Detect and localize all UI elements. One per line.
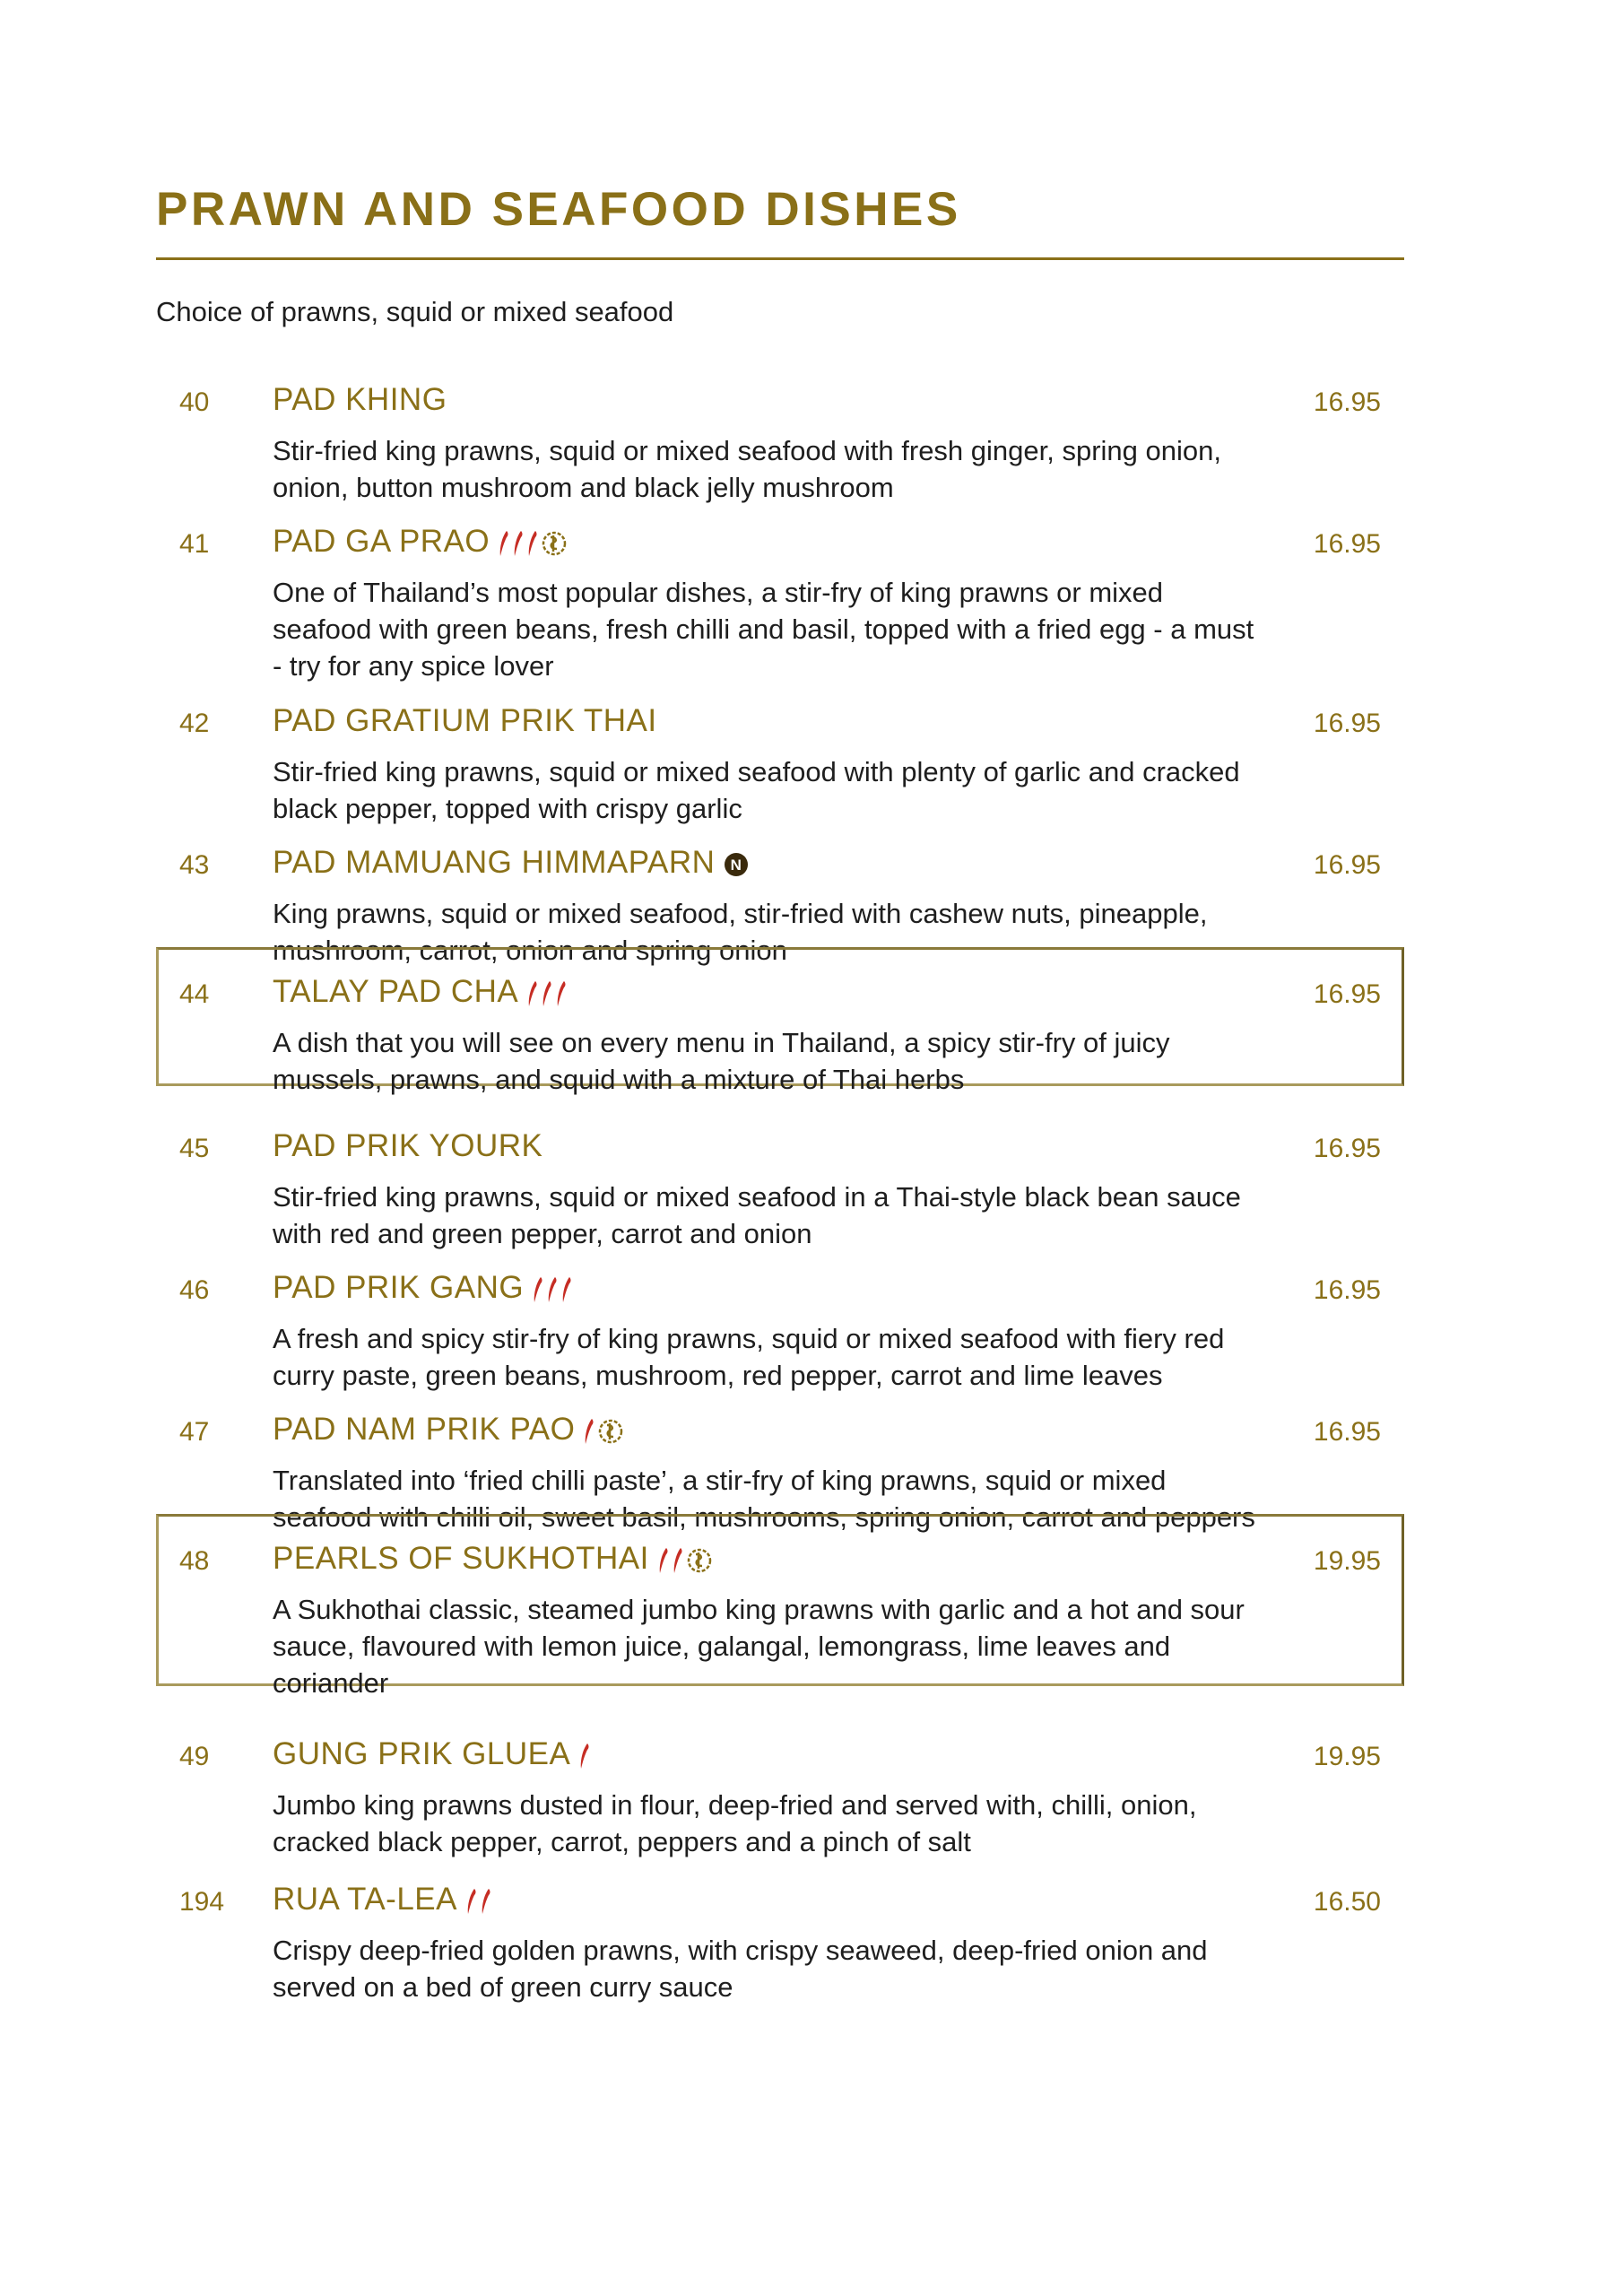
item-name-label: GUNG PRIK GLUEA	[273, 1735, 571, 1771]
item-number: 47	[179, 1417, 210, 1447]
item-description: Crispy deep-fried golden prawns, with crispy seaweed, deep-fried onion and served on a bed of green curry sauce	[273, 1935, 1208, 2003]
item-number: 49	[179, 1742, 210, 1771]
item-description: A dish that you will see on every menu in Thailand, a spicy stir-fry of juicy mussels, prawns, and squid with a mixture of Thai herbs	[273, 1027, 1170, 1095]
item-icons	[579, 1736, 594, 1772]
item-name-label: PAD MAMUANG HIMMAPARN	[273, 844, 716, 880]
item-name	[273, 522, 570, 560]
chilli-icon	[584, 1418, 595, 1445]
chilli-icon	[481, 1888, 491, 1915]
item-number: 40	[179, 387, 210, 417]
item-description: Translated into ‘fried chilli paste’, a stir-fry of king prawns, squid or mixed seafood with chilli oil, sweet basil, mushrooms, spring onion, carrot and peppers	[273, 1465, 1255, 1533]
chilli-icon	[527, 980, 538, 1007]
item-number: 46	[179, 1275, 210, 1305]
chilli-icon	[513, 530, 524, 557]
item-price: 19.95	[1313, 1546, 1381, 1576]
item-icons	[658, 1541, 716, 1577]
item-name-label: PEARLS OF SUKHOTHAI	[273, 1540, 649, 1576]
item-price: 16.95	[1313, 850, 1381, 880]
item-description: A fresh and spicy stir-fry of king prawns, squid or mixed seafood with fiery red curry paste, green beans, mushroom, red pepper, carrot and lime leaves	[273, 1323, 1225, 1391]
item-description: Stir-fried king prawns, squid or mixed seafood with fresh ginger, spring onion, onion, button mushroom and black jelly mushroom	[273, 435, 1221, 503]
item-price: 16.95	[1313, 1417, 1381, 1447]
item-icons	[533, 1270, 576, 1306]
item-icons	[466, 1882, 495, 1918]
item-price: 16.95	[1313, 387, 1381, 417]
chef-recommended-icon	[598, 1419, 623, 1444]
item-description: Jumbo king prawns dusted in flour, deep-fried and served with, chilli, onion, cracked black pepper, carrot, peppers and a pinch of salt	[273, 1789, 1197, 1857]
item-name-label: PAD KHING	[273, 381, 447, 417]
item-number: 41	[179, 529, 210, 559]
chilli-icon	[542, 980, 552, 1007]
item-number: 45	[179, 1134, 210, 1163]
item-number: 48	[179, 1546, 210, 1576]
item-name	[273, 972, 570, 1010]
item-name-label: PAD PRIK YOURK	[273, 1127, 543, 1163]
chilli-icon	[499, 530, 509, 557]
item-price: 19.95	[1313, 1742, 1381, 1771]
item-name	[273, 1126, 542, 1164]
chilli-icon	[658, 1547, 669, 1574]
item-price: 16.95	[1313, 1134, 1381, 1163]
page-title: PRAWN AND SEAFOOD DISHES	[156, 183, 961, 236]
item-name	[273, 1880, 495, 1918]
item-price: 16.50	[1313, 1887, 1381, 1917]
item-icons	[584, 1412, 627, 1448]
item-icons	[527, 974, 570, 1010]
chilli-icon	[561, 1276, 572, 1303]
item-name-label: PAD NAM PRIK PAO	[273, 1411, 576, 1447]
item-name-label: TALAY PAD CHA	[273, 973, 519, 1009]
section-subtitle: Choice of prawns, squid or mixed seafood	[156, 296, 674, 327]
item-icons	[499, 524, 570, 560]
item-price: 16.95	[1313, 529, 1381, 559]
item-price: 16.95	[1313, 979, 1381, 1009]
item-icons	[724, 845, 752, 881]
item-name	[273, 701, 657, 739]
chilli-icon	[527, 530, 538, 557]
chef-recommended-icon	[542, 531, 567, 556]
item-number: 42	[179, 709, 210, 738]
item-name	[273, 1735, 594, 1772]
item-number: 43	[179, 850, 210, 880]
item-number: 44	[179, 979, 210, 1009]
menu-item	[156, 947, 1404, 1095]
chilli-icon	[556, 980, 567, 1007]
item-name	[273, 1539, 716, 1577]
item-description: One of Thailand’s most popular dishes, a stir-fry of king prawns or mixed seafood with green beans, fresh chilli and basil, topped with a fried egg - a must - try for any spice lover	[273, 577, 1254, 682]
menu-item	[156, 1514, 1404, 1699]
item-price: 16.95	[1313, 1275, 1381, 1305]
item-name	[273, 1410, 627, 1448]
item-description: King prawns, squid or mixed seafood, stir-fried with cashew nuts, pineapple, mushroom, carrot, onion and spring onion	[273, 898, 1208, 966]
chilli-icon	[466, 1888, 477, 1915]
svg-text:N: N	[731, 856, 742, 874]
item-price: 16.95	[1313, 709, 1381, 738]
item-description: Stir-fried king prawns, squid or mixed seafood in a Thai-style black bean sauce with red and green pepper, carrot and onion	[273, 1181, 1241, 1249]
item-description: Stir-fried king prawns, squid or mixed seafood with plenty of garlic and cracked black pepper, topped with crispy garlic	[273, 756, 1240, 824]
item-name	[273, 380, 447, 418]
item-name-label: PAD GA PRAO	[273, 523, 490, 559]
item-number: 194	[179, 1887, 225, 1917]
chilli-icon	[673, 1547, 683, 1574]
nuts-icon	[724, 852, 749, 877]
item-name-label: RUA TA-LEA	[273, 1881, 457, 1917]
chilli-icon	[547, 1276, 558, 1303]
item-name-label: PAD GRATIUM PRIK THAI	[273, 702, 657, 738]
item-description: A Sukhothai classic, steamed jumbo king prawns with garlic and a hot and sour sauce, flavoured with lemon juice, galangal, lemongrass, lime leaves and coriander	[273, 1594, 1245, 1699]
chef-recommended-icon	[687, 1548, 712, 1573]
chilli-icon	[579, 1743, 590, 1770]
item-name	[273, 1268, 576, 1306]
item-name-label: PAD PRIK GANG	[273, 1269, 525, 1305]
item-name	[273, 843, 752, 881]
chilli-icon	[533, 1276, 543, 1303]
